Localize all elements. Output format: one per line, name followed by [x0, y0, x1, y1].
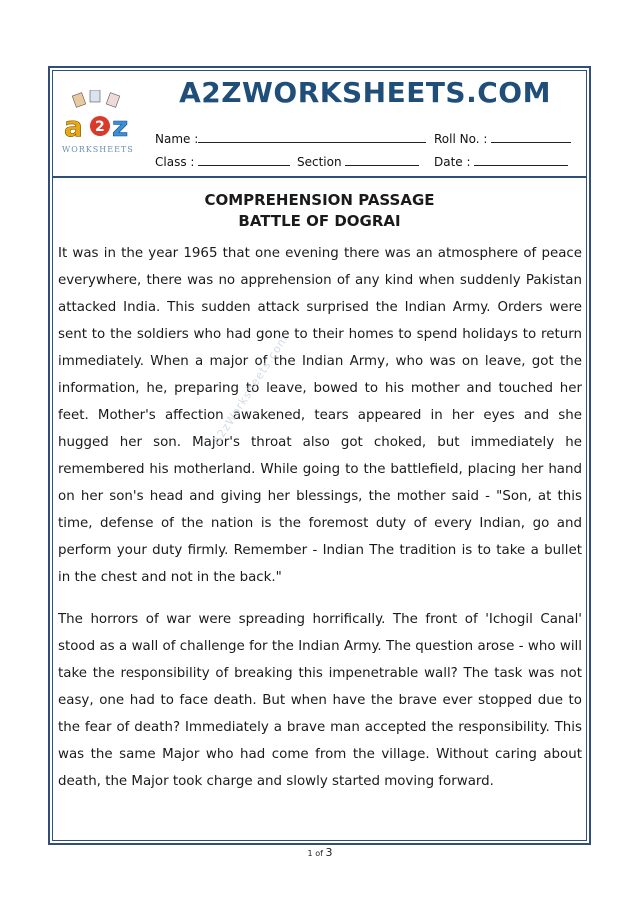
a2z-logo-icon [60, 90, 140, 162]
page-number [0, 846, 640, 859]
name-field [155, 130, 426, 146]
heading-line-1: COMPREHENSION PASSAGE [204, 191, 435, 209]
page-of: of [315, 849, 323, 858]
section-label: Section [297, 155, 342, 169]
class-blank[interactable] [198, 153, 290, 166]
class-label: Class : [155, 155, 195, 169]
roll-blank[interactable] [491, 130, 571, 143]
roll-label: Roll No. : [434, 132, 488, 146]
page-total: 3 [325, 846, 333, 859]
passage-paragraph-2: The horrors of war were spreading horrifically. The front of 'Ichogil Canal' stood as a wall of challenge for the Indian Army. The question arose - who will take the responsibility of breaking this impenetrable wall? The task was not easy, one had to face death. But when have the brave ever stopped due to the fear of death? Immediately a brave man accepted the responsibility. This was the same Major who had come from the village. Without caring about death, the Major took charge and slowly started moving forward. [58, 612, 582, 789]
class-field [155, 153, 290, 169]
date-field [434, 153, 568, 169]
watermark: A2zWorksheets.com [210, 332, 291, 448]
section-blank[interactable] [345, 153, 419, 166]
svg-text:WORKSHEETS: WORKSHEETS [62, 145, 134, 154]
roll-field [434, 130, 571, 146]
name-blank[interactable] [198, 130, 426, 143]
header-divider [52, 176, 587, 178]
heading-line-2: BATTLE OF DOGRAI [238, 212, 401, 230]
page-current: 1 [307, 849, 313, 858]
svg-text:2: 2 [95, 119, 105, 135]
date-blank[interactable] [474, 153, 568, 166]
name-label: Name : [155, 132, 199, 146]
svg-text:a: a [64, 110, 83, 143]
date-label: Date : [434, 155, 471, 169]
site-title: A2ZWORKSHEETS.COM [179, 76, 551, 109]
passage-paragraph-1: It was in the year 1965 that one evening there was an atmosphere of peace everywhere, there was no apprehension of any kind when suddenly Pakistan attacked India. This sudden attack surprised the Indian Army. Orders were sent to the soldiers who had gone to their homes to spend holidays to return immediately. When a major of the Indian Army, who was on leave, got the information, he, preparing to leave, bowed to his mother and touched her feet. Mother's affection awakened, tears appeared in her eyes and she hugged her son. Major's throat also got choked, but immediately he remembered his motherland. While going to the battlefield, placing her hand on her son's head and giving her blessings, the mother said - "Son, at this time, defense of the nation is the foremost duty of every Indian, go and perform your duty firmly. Remember - Indian The tradition is to take a bullet in the chest and not in the back." [58, 246, 582, 585]
section-field [297, 153, 419, 169]
svg-text:z: z [112, 110, 129, 143]
